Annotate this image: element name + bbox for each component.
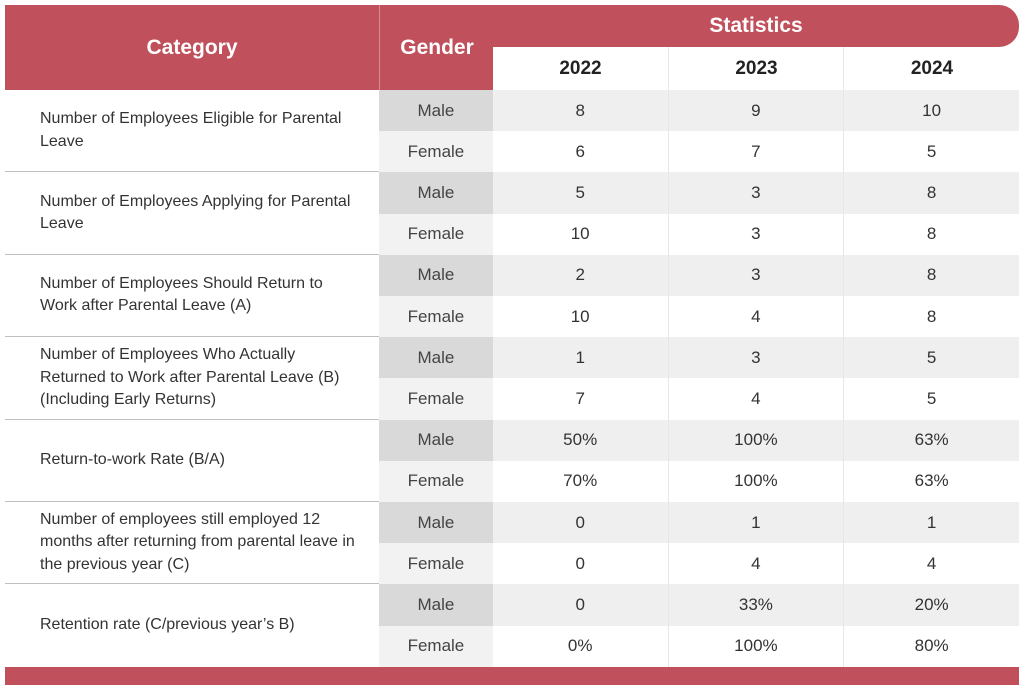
category-label: Number of employees still employed 12 months after returning from parental leave in the previous year (C)	[5, 502, 379, 584]
value-cell-2022: 7	[575, 388, 585, 408]
value-cell-2023: 3	[668, 255, 844, 296]
value-cell-2024: 5	[843, 337, 1019, 378]
table-row-group	[5, 420, 1019, 502]
gender-cell: Male	[379, 337, 493, 378]
category-label: Retention rate (C/previous year’s B)	[5, 584, 379, 666]
value-cell-2023: 3	[668, 172, 844, 213]
value-cell-2023: 4	[668, 378, 844, 419]
gender-cell: Male	[379, 502, 493, 543]
table-row-female	[379, 461, 1019, 502]
value-cell-2022: 0	[575, 512, 585, 532]
table-row-female	[379, 214, 1019, 255]
value-cell-2024: 1	[843, 502, 1019, 543]
value-cell-2023: 4	[668, 296, 844, 337]
table-row-group	[5, 255, 1019, 337]
table-row-female	[379, 296, 1019, 337]
table-row-male	[379, 172, 1019, 213]
category-label: Number of Employees Applying for Parental Leave	[5, 172, 379, 254]
value-cell-2022: 0	[575, 594, 585, 614]
value-cell-2023: 33%	[668, 584, 844, 625]
footer-bar	[5, 667, 1019, 685]
value-cell-2023: 4	[668, 543, 844, 584]
value-cell-2022: 1	[575, 347, 585, 367]
gender-cell: Female	[379, 131, 493, 172]
value-cell-2024: 8	[843, 296, 1019, 337]
category-label: Number of Employees Eligible for Parental Leave	[5, 90, 379, 172]
value-cell-2022: 0%	[567, 636, 593, 656]
value-cell-2024: 10	[843, 90, 1019, 131]
value-cell-2023: 100%	[668, 420, 844, 461]
gender-cell: Male	[379, 172, 493, 213]
value-cell-2022: 2	[575, 265, 585, 285]
value-cell-2023: 3	[668, 214, 844, 255]
value-cell-2022: 10	[570, 224, 590, 244]
header-year-2022: 2022	[493, 47, 668, 90]
value-cell-2024: 8	[843, 214, 1019, 255]
value-cell-2024: 20%	[843, 584, 1019, 625]
gender-cell: Female	[379, 461, 493, 502]
category-label: Number of Employees Who Actually Returned to Work after Parental Leave (B) (Including Early Returns)	[5, 337, 379, 419]
value-cell-2024: 5	[843, 378, 1019, 419]
gender-cell: Female	[379, 626, 493, 667]
gender-cell: Male	[379, 255, 493, 296]
table-row-male	[379, 90, 1019, 131]
value-cell-2023: 9	[668, 90, 844, 131]
category-label: Number of Employees Should Return to Work after Parental Leave (A)	[5, 255, 379, 337]
table-row-female	[379, 626, 1019, 667]
header-year-2024: 2024	[843, 47, 1020, 90]
value-cell-2022: 8	[575, 100, 585, 120]
value-cell-2024: 4	[843, 543, 1019, 584]
table-body	[5, 90, 1019, 667]
category-label: Return-to-work Rate (B/A)	[5, 420, 379, 502]
table-row-female	[379, 378, 1019, 419]
value-cell-2022: 0	[575, 553, 585, 573]
value-cell-2024: 80%	[843, 626, 1019, 667]
gender-cell: Male	[379, 420, 493, 461]
value-cell-2023: 100%	[668, 626, 844, 667]
gender-cell: Male	[379, 584, 493, 625]
header-year-2023: 2023	[668, 47, 844, 90]
value-cell-2024: 8	[843, 255, 1019, 296]
header-statistics: Statistics	[493, 5, 1019, 47]
value-cell-2024: 63%	[843, 420, 1019, 461]
table-row-male	[379, 584, 1019, 625]
header-gender: Gender	[379, 5, 494, 90]
table-row-male	[379, 255, 1019, 296]
gender-cell: Female	[379, 378, 493, 419]
gender-cell: Female	[379, 214, 493, 255]
value-cell-2024: 8	[843, 172, 1019, 213]
table-row-group	[5, 502, 1019, 584]
table-row-male	[379, 502, 1019, 543]
value-cell-2024: 63%	[843, 461, 1019, 502]
value-cell-2022: 10	[570, 306, 590, 326]
table-row-male	[379, 420, 1019, 461]
table-row-group	[5, 172, 1019, 254]
table-row-group	[5, 584, 1019, 666]
table-row-female	[379, 131, 1019, 172]
value-cell-2023: 100%	[668, 461, 844, 502]
value-cell-2022: 6	[575, 141, 585, 161]
table-row-female	[379, 543, 1019, 584]
gender-cell: Female	[379, 296, 493, 337]
value-cell-2024: 5	[843, 131, 1019, 172]
gender-cell: Male	[379, 90, 493, 131]
value-cell-2023: 1	[668, 502, 844, 543]
value-cell-2023: 3	[668, 337, 844, 378]
value-cell-2022: 5	[575, 182, 585, 202]
gender-cell: Female	[379, 543, 493, 584]
value-cell-2022: 70%	[563, 471, 598, 491]
value-cell-2023: 7	[668, 131, 844, 172]
value-cell-2022: 50%	[563, 430, 598, 450]
table-row-male	[379, 337, 1019, 378]
table-row-group	[5, 90, 1019, 172]
table-row-group	[5, 337, 1019, 419]
header-category: Category	[5, 5, 379, 90]
